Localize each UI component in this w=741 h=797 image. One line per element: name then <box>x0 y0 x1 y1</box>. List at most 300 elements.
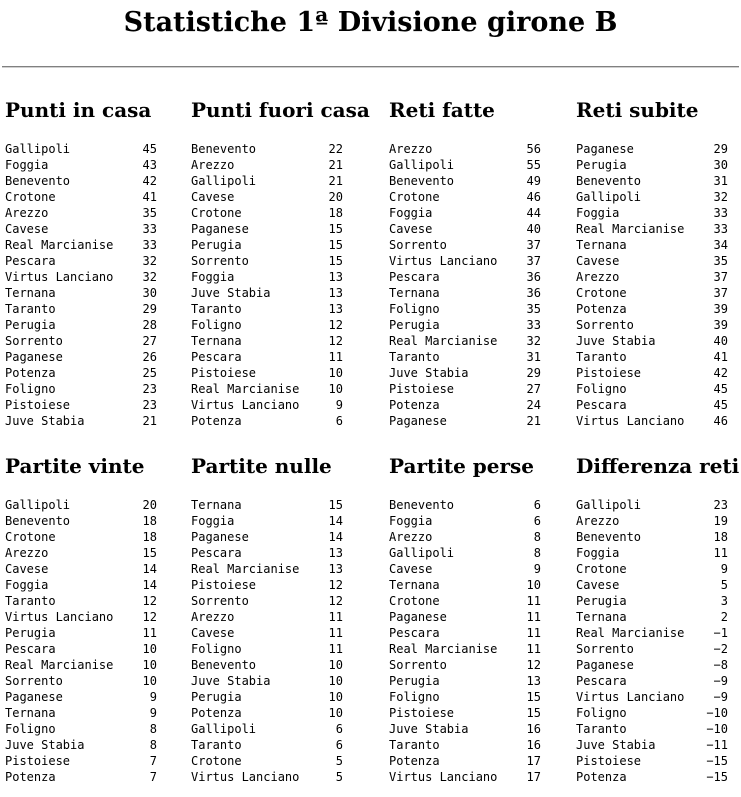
table-row <box>389 721 541 737</box>
team-name: Crotone <box>576 286 627 300</box>
team-name: Crotone <box>5 190 56 204</box>
team-name: Pescara <box>191 350 242 364</box>
team-name: Benevento <box>191 142 257 156</box>
team-name: Pescara <box>576 674 627 688</box>
stat-value: −10 <box>706 706 728 720</box>
stat-value: 10 <box>328 706 343 720</box>
stat-value: 22 <box>328 142 343 156</box>
table-row <box>576 269 728 285</box>
table-row <box>5 561 157 577</box>
stat-value: 11 <box>328 610 343 624</box>
table-row <box>576 545 728 561</box>
table-row <box>191 705 343 721</box>
stat-value: 30 <box>142 286 157 300</box>
team-name: Pescara <box>191 546 242 560</box>
ranking-list <box>191 497 343 785</box>
stat-value: 11 <box>526 642 541 656</box>
team-name: Arezzo <box>191 158 235 172</box>
table-row <box>5 513 157 529</box>
team-name: Benevento <box>389 498 455 512</box>
stat-value: 17 <box>526 770 541 784</box>
stat-value: 33 <box>142 222 157 236</box>
table-row <box>5 237 157 253</box>
stat-value: 6 <box>533 498 541 512</box>
stat-value: 10 <box>142 674 157 688</box>
table-row <box>5 705 157 721</box>
stat-value: 14 <box>328 514 343 528</box>
stat-value: 46 <box>526 190 541 204</box>
table-row <box>576 577 728 593</box>
stat-value: 30 <box>713 158 728 172</box>
table-row <box>191 365 343 381</box>
stat-value: 31 <box>526 350 541 364</box>
table-row <box>5 349 157 365</box>
stat-value: 15 <box>328 222 343 236</box>
stat-value: 16 <box>526 738 541 752</box>
table-row <box>576 173 728 189</box>
stat-value: 12 <box>328 594 343 608</box>
team-name: Foligno <box>576 382 627 396</box>
stat-value: 23 <box>142 398 157 412</box>
team-name: Foggia <box>5 158 49 172</box>
team-name: Real Marcianise <box>191 562 300 576</box>
table-row <box>191 641 343 657</box>
team-name: Gallipoli <box>5 142 71 156</box>
table-row <box>576 365 728 381</box>
table-row <box>576 141 728 157</box>
table-row <box>191 689 343 705</box>
stat-value: 45 <box>142 142 157 156</box>
team-name: Ternana <box>5 706 56 720</box>
team-name: Foligno <box>576 706 627 720</box>
team-name: Crotone <box>5 530 56 544</box>
team-name: Taranto <box>576 350 627 364</box>
stat-value: 23 <box>713 498 728 512</box>
stat-value: 25 <box>142 366 157 380</box>
stat-value: 56 <box>526 142 541 156</box>
team-name: Arezzo <box>389 142 433 156</box>
table-row <box>5 625 157 641</box>
table-row <box>191 381 343 397</box>
team-name: Paganese <box>5 350 63 364</box>
team-name: Real Marcianise <box>5 658 114 672</box>
table-row <box>5 269 157 285</box>
team-name: Cavese <box>389 562 433 576</box>
table-row <box>389 205 541 221</box>
table-row <box>576 753 728 769</box>
stat-value: 8 <box>149 722 157 736</box>
table-row <box>191 333 343 349</box>
table-row <box>5 333 157 349</box>
stat-value: 6 <box>533 514 541 528</box>
stat-value: 11 <box>328 642 343 656</box>
team-name: Potenza <box>5 770 56 784</box>
stat-value: 10 <box>328 690 343 704</box>
stat-value: 32 <box>142 270 157 284</box>
stat-value: −8 <box>713 658 728 672</box>
table-row <box>191 657 343 673</box>
team-name: Real Marcianise <box>576 626 685 640</box>
table-row <box>576 253 728 269</box>
team-name: Gallipoli <box>576 498 642 512</box>
team-name: Ternana <box>576 238 627 252</box>
stat-value: 37 <box>526 238 541 252</box>
table-row <box>389 753 541 769</box>
team-name: Sorrento <box>191 594 249 608</box>
table-row <box>191 269 343 285</box>
team-name: Real Marcianise <box>389 334 498 348</box>
table-row <box>576 333 728 349</box>
stat-value: 33 <box>713 206 728 220</box>
team-name: Potenza <box>389 398 440 412</box>
team-name: Arezzo <box>389 530 433 544</box>
table-row <box>5 641 157 657</box>
table-row <box>576 513 728 529</box>
table-row <box>5 721 157 737</box>
team-name: Foggia <box>389 206 433 220</box>
team-name: Benevento <box>5 514 71 528</box>
stat-value: 8 <box>533 530 541 544</box>
team-name: Real Marcianise <box>576 222 685 236</box>
stat-value: 21 <box>526 414 541 428</box>
stat-value: 23 <box>142 382 157 396</box>
stat-value: 36 <box>526 270 541 284</box>
team-name: Paganese <box>576 658 634 672</box>
team-name: Juve Stabia <box>191 286 271 300</box>
stat-value: 28 <box>142 318 157 332</box>
table-row <box>5 285 157 301</box>
team-name: Real Marcianise <box>389 642 498 656</box>
team-name: Taranto <box>5 302 56 316</box>
stat-value: 5 <box>335 770 343 784</box>
team-name: Foligno <box>389 302 440 316</box>
table-row <box>389 413 541 429</box>
table-row <box>576 317 728 333</box>
table-row <box>389 593 541 609</box>
stat-value: 7 <box>149 754 157 768</box>
table-row <box>5 689 157 705</box>
stat-value: 13 <box>328 270 343 284</box>
stat-value: 18 <box>713 530 728 544</box>
stat-value: −15 <box>706 770 728 784</box>
table-row <box>389 157 541 173</box>
stat-value: 26 <box>142 350 157 364</box>
stat-value: 14 <box>142 578 157 592</box>
stat-value: 19 <box>713 514 728 528</box>
team-name: Virtus Lanciano <box>191 398 300 412</box>
stat-value: 10 <box>328 658 343 672</box>
table-row <box>576 157 728 173</box>
table-row <box>389 737 541 753</box>
horizontal-rule <box>2 66 739 68</box>
table-row <box>5 497 157 513</box>
team-name: Benevento <box>576 174 642 188</box>
stats-table-partite-perse <box>389 452 541 784</box>
table-row <box>389 397 541 413</box>
table-row <box>389 561 541 577</box>
team-name: Gallipoli <box>191 174 257 188</box>
table-row <box>389 657 541 673</box>
table-row <box>576 349 728 365</box>
team-name: Foligno <box>389 690 440 704</box>
team-name: Juve Stabia <box>389 366 469 380</box>
ranking-list <box>191 141 343 429</box>
table-row <box>576 413 728 429</box>
table-row <box>191 529 343 545</box>
table-row <box>191 625 343 641</box>
stat-value: 6 <box>335 738 343 752</box>
page-title: Statistiche 1ª Divisione girone B <box>123 7 618 38</box>
team-name: Paganese <box>389 414 447 428</box>
team-name: Taranto <box>389 350 440 364</box>
team-name: Virtus Lanciano <box>389 770 498 784</box>
stat-value: 27 <box>526 382 541 396</box>
stat-value: 24 <box>526 398 541 412</box>
table-row <box>389 141 541 157</box>
team-name: Ternana <box>576 610 627 624</box>
team-name: Paganese <box>191 222 249 236</box>
table-row <box>389 381 541 397</box>
stat-value: 36 <box>526 286 541 300</box>
table-row <box>576 381 728 397</box>
stat-value: 29 <box>713 142 728 156</box>
stat-value: 17 <box>526 754 541 768</box>
team-name: Potenza <box>5 366 56 380</box>
table-row <box>576 205 728 221</box>
team-name: Pistoiese <box>389 706 455 720</box>
team-name: Sorrento <box>5 334 63 348</box>
team-name: Sorrento <box>5 674 63 688</box>
team-name: Sorrento <box>191 254 249 268</box>
stat-value: 9 <box>335 398 343 412</box>
stat-value: 9 <box>149 706 157 720</box>
table-row <box>576 625 728 641</box>
table-row <box>576 641 728 657</box>
table-row <box>191 253 343 269</box>
table-row <box>576 673 728 689</box>
table-row <box>389 221 541 237</box>
table-row <box>191 721 343 737</box>
table-row <box>576 189 728 205</box>
table-row <box>5 381 157 397</box>
team-name: Perugia <box>5 626 56 640</box>
team-name: Sorrento <box>389 658 447 672</box>
stat-value: 37 <box>526 254 541 268</box>
stat-value: 11 <box>526 610 541 624</box>
stat-value: 37 <box>713 286 728 300</box>
stat-value: 12 <box>328 318 343 332</box>
table-row <box>389 513 541 529</box>
team-name: Crotone <box>389 594 440 608</box>
stat-value: 11 <box>713 546 728 560</box>
table-row <box>191 497 343 513</box>
stat-value: 32 <box>713 190 728 204</box>
table-row <box>191 769 343 785</box>
table-row <box>191 221 343 237</box>
stat-value: −1 <box>713 626 728 640</box>
team-name: Real Marcianise <box>5 238 114 252</box>
stat-value: −10 <box>706 722 728 736</box>
team-name: Pistoiese <box>191 578 257 592</box>
stat-value: 44 <box>526 206 541 220</box>
team-name: Perugia <box>576 594 627 608</box>
stat-value: 9 <box>533 562 541 576</box>
team-name: Foligno <box>191 318 242 332</box>
table-row <box>5 301 157 317</box>
team-name: Juve Stabia <box>191 674 271 688</box>
team-name: Crotone <box>576 562 627 576</box>
team-name: Gallipoli <box>5 498 71 512</box>
team-name: Perugia <box>389 318 440 332</box>
team-name: Foggia <box>576 546 620 560</box>
stat-value: 29 <box>526 366 541 380</box>
table-row <box>389 545 541 561</box>
stats-table-differenza-reti <box>576 452 740 784</box>
stat-value: −9 <box>713 674 728 688</box>
table-heading: Partite nulle <box>191 454 332 478</box>
stat-value: 42 <box>713 366 728 380</box>
stat-value: 13 <box>328 562 343 576</box>
stat-value: 10 <box>526 578 541 592</box>
stat-value: 32 <box>526 334 541 348</box>
stat-value: 12 <box>526 658 541 672</box>
stat-value: 11 <box>526 626 541 640</box>
table-row <box>5 593 157 609</box>
team-name: Benevento <box>576 530 642 544</box>
team-name: Sorrento <box>576 642 634 656</box>
team-name: Juve Stabia <box>576 334 656 348</box>
ranking-list <box>576 141 728 429</box>
stat-value: 8 <box>533 546 541 560</box>
table-row <box>5 253 157 269</box>
stat-value: 15 <box>142 546 157 560</box>
table-heading: Punti fuori casa <box>191 98 370 122</box>
table-row <box>191 545 343 561</box>
table-row <box>191 753 343 769</box>
team-name: Foligno <box>5 382 56 396</box>
team-name: Pistoiese <box>576 754 642 768</box>
team-name: Gallipoli <box>389 158 455 172</box>
table-row <box>5 577 157 593</box>
team-name: Cavese <box>191 626 235 640</box>
stat-value: 10 <box>328 382 343 396</box>
stat-value: 11 <box>328 626 343 640</box>
table-row <box>576 285 728 301</box>
team-name: Virtus Lanciano <box>5 270 114 284</box>
stat-value: 41 <box>713 350 728 364</box>
team-name: Perugia <box>5 318 56 332</box>
stat-value: 29 <box>142 302 157 316</box>
table-heading: Reti fatte <box>389 98 495 122</box>
stat-value: 40 <box>713 334 728 348</box>
stat-value: 12 <box>142 610 157 624</box>
team-name: Foggia <box>576 206 620 220</box>
team-name: Perugia <box>191 690 242 704</box>
team-name: Juve Stabia <box>576 738 656 752</box>
table-row <box>576 689 728 705</box>
stat-value: 39 <box>713 302 728 316</box>
ranking-list <box>5 497 157 785</box>
table-row <box>191 413 343 429</box>
stat-value: 46 <box>713 414 728 428</box>
team-name: Taranto <box>191 738 242 752</box>
team-name: Gallipoli <box>389 546 455 560</box>
table-row <box>389 333 541 349</box>
stat-value: 20 <box>142 498 157 512</box>
table-row <box>191 285 343 301</box>
table-row <box>576 657 728 673</box>
table-row <box>5 189 157 205</box>
team-name: Juve Stabia <box>389 722 469 736</box>
stat-value: −15 <box>706 754 728 768</box>
team-name: Pescara <box>389 270 440 284</box>
stats-table-partite-vinte <box>5 452 157 784</box>
table-row <box>389 625 541 641</box>
stat-value: 6 <box>335 414 343 428</box>
table-row <box>389 253 541 269</box>
stat-value: 16 <box>526 722 541 736</box>
table-row <box>576 497 728 513</box>
team-name: Perugia <box>576 158 627 172</box>
stat-value: 5 <box>335 754 343 768</box>
table-row <box>5 769 157 785</box>
team-name: Paganese <box>576 142 634 156</box>
table-row <box>389 577 541 593</box>
team-name: Taranto <box>5 594 56 608</box>
team-name: Arezzo <box>576 514 620 528</box>
team-name: Perugia <box>191 238 242 252</box>
stat-value: 14 <box>328 530 343 544</box>
stat-value: 21 <box>328 174 343 188</box>
team-name: Virtus Lanciano <box>5 610 114 624</box>
stat-value: 35 <box>526 302 541 316</box>
table-row <box>191 317 343 333</box>
stat-value: 39 <box>713 318 728 332</box>
table-row <box>389 641 541 657</box>
stat-value: 6 <box>335 722 343 736</box>
team-name: Pescara <box>576 398 627 412</box>
table-row <box>389 317 541 333</box>
stat-value: 33 <box>142 238 157 252</box>
team-name: Potenza <box>191 706 242 720</box>
stat-value: 35 <box>142 206 157 220</box>
team-name: Virtus Lanciano <box>576 690 685 704</box>
team-name: Paganese <box>5 690 63 704</box>
team-name: Perugia <box>389 674 440 688</box>
table-row <box>576 397 728 413</box>
table-row <box>576 221 728 237</box>
team-name: Arezzo <box>191 610 235 624</box>
stat-value: 21 <box>328 158 343 172</box>
team-name: Foggia <box>5 578 49 592</box>
table-row <box>389 237 541 253</box>
team-name: Virtus Lanciano <box>576 414 685 428</box>
stat-value: 15 <box>526 690 541 704</box>
stat-value: 13 <box>328 302 343 316</box>
table-row <box>5 397 157 413</box>
table-row <box>389 689 541 705</box>
stat-value: 11 <box>142 626 157 640</box>
stat-value: −2 <box>713 642 728 656</box>
team-name: Benevento <box>389 174 455 188</box>
table-row <box>389 609 541 625</box>
stat-value: 15 <box>526 706 541 720</box>
team-name: Ternana <box>5 286 56 300</box>
table-row <box>389 173 541 189</box>
team-name: Juve Stabia <box>5 414 85 428</box>
table-row <box>5 221 157 237</box>
table-heading: Partite perse <box>389 454 534 478</box>
